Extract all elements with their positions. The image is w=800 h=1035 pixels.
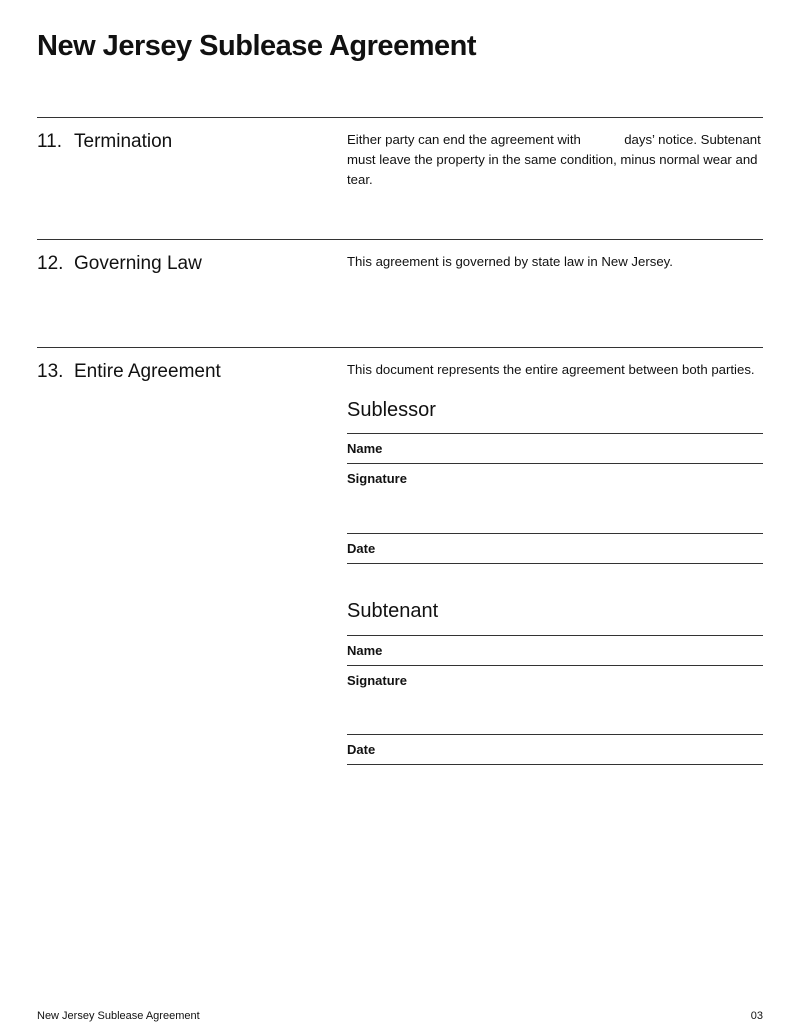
section-number: 13.	[37, 361, 64, 382]
section-heading-termination	[37, 131, 172, 153]
sublessor-date-label: Date	[347, 541, 376, 556]
subtenant-name-field[interactable]	[347, 665, 763, 666]
subtenant-date-label: Date	[347, 742, 376, 757]
section-divider	[37, 239, 763, 240]
subtenant-title: Subtenant	[347, 600, 439, 622]
subtenant-name-top-line	[347, 635, 763, 636]
section-title: Governing Law	[74, 253, 202, 274]
subtenant-signature-label: Signature	[347, 673, 407, 688]
termination-text-after: days’ notice. Subtenant must leave the property in the same condition, minus normal wear and tear.	[347, 132, 761, 187]
page-number: 03	[750, 1010, 763, 1022]
section-divider	[37, 117, 763, 118]
section-number: 11.	[37, 131, 63, 152]
sublessor-signature-field[interactable]	[347, 533, 763, 534]
section-title: Termination	[74, 131, 173, 152]
sublessor-name-top-line	[347, 433, 763, 434]
sublessor-title: Sublessor	[347, 399, 436, 421]
section-heading-governing-law	[37, 253, 202, 275]
sublessor-name-field[interactable]	[347, 463, 763, 464]
footer-title: New Jersey Sublease Agreement	[37, 1010, 200, 1022]
section-number: 12.	[37, 253, 64, 274]
document-title: New Jersey Sublease Agreement	[37, 30, 476, 62]
section-divider	[37, 347, 763, 348]
section-heading-entire-agreement	[37, 361, 221, 383]
subtenant-signature-field[interactable]	[347, 734, 763, 735]
subtenant-date-field[interactable]	[347, 764, 763, 765]
section-title: Entire Agreement	[74, 361, 221, 382]
termination-text-before: Either party can end the agreement with	[347, 132, 581, 147]
subtenant-name-label: Name	[347, 643, 383, 658]
section-body-termination	[347, 130, 763, 190]
section-body-entire-agreement: This document represents the entire agreement between both parties.	[347, 362, 755, 377]
sublessor-date-field[interactable]	[347, 563, 763, 564]
section-body-governing-law: This agreement is governed by state law in New Jersey.	[347, 254, 673, 269]
sublessor-name-label: Name	[347, 441, 383, 456]
sublessor-signature-label: Signature	[347, 471, 407, 486]
